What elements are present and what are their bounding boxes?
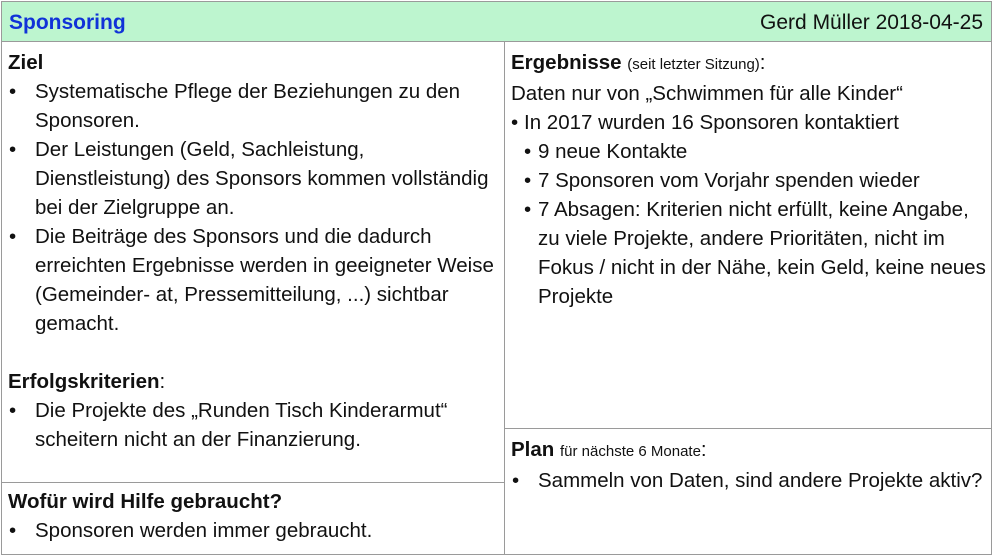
ergebnisse-intro: Daten nur von „Schwimmen für alle Kinder“ [511, 82, 903, 105]
plan-heading-line [511, 435, 991, 466]
ergebnisse-heading-note: (seit letzter Sitzung) [627, 56, 760, 73]
erfolgskriterien-list [8, 396, 504, 454]
hilfe-heading: Wofür wird Hilfe gebraucht? [8, 490, 283, 513]
plan-heading: Plan [511, 438, 555, 461]
ergebnisse-heading-suffix: : [759, 51, 766, 74]
header-bar [2, 2, 991, 42]
plan-heading-suffix: : [700, 438, 707, 461]
ziel-heading: Ziel [8, 51, 44, 74]
page-title: Sponsoring [9, 11, 126, 34]
ziel-list [8, 77, 504, 338]
plan-list [511, 466, 991, 495]
ziel-item: • Der Leistungen (Geld, Sachleistung, Dienstleistung) des Sponsors kommen vollständig bei der Zielgruppe an. [8, 135, 504, 222]
hilfe-list [8, 516, 504, 545]
author-date: Gerd Müller 2018-04-25 [760, 11, 983, 34]
plan-item: • Sammeln von Daten, sind andere Projekte aktiv? [511, 466, 991, 495]
ergebnisse-heading: Ergebnisse [511, 51, 622, 74]
ergebnisse-sub-item: • 7 Absagen: Kriterien nicht erfüllt, keine Angabe, zu viele Projekte, andere Prioritäten, nicht im Fokus / nicht in der Nähe, kein Geld, keine neues Projekte [524, 195, 991, 311]
erfolgskriterien-heading: Erfolgskriterien [8, 370, 160, 393]
plan-section [505, 429, 991, 554]
ergebnisse-sub-item: • 7 Sponsoren vom Vorjahr spenden wieder [524, 166, 991, 195]
ziel-section [2, 42, 505, 483]
ergebnisse-sub-list [511, 137, 991, 311]
erfolgskriterien-item: • Die Projekte des „Runden Tisch Kinderarmut“ scheitern nicht an der Finanzierung. [8, 396, 504, 454]
ergebnisse-section [505, 42, 991, 429]
hilfe-item: • Sponsoren werden immer gebraucht. [8, 516, 504, 545]
ergebnisse-sub-item: • 9 neue Kontakte [524, 137, 991, 166]
hilfe-section [2, 483, 505, 554]
sponsoring-slide [1, 1, 992, 555]
ergebnisse-main-item: • In 2017 wurden 16 Sponsoren kontaktiert [511, 108, 991, 137]
plan-heading-note: für nächste 6 Monate [560, 443, 701, 460]
erfolgskriterien-heading-suffix: : [159, 370, 166, 393]
ziel-item: • Systematische Pflege der Beziehungen zu den Sponsoren. [8, 77, 504, 135]
ergebnisse-heading-line [511, 48, 991, 79]
ziel-item: • Die Beiträge des Sponsors und die dadurch erreichten Ergebnisse werden in geeigneter Weise (Gemeinder- at, Pressemitteilung, ...) sichtbar gemacht. [8, 222, 504, 338]
erfolgskriterien-heading-line [8, 367, 504, 396]
